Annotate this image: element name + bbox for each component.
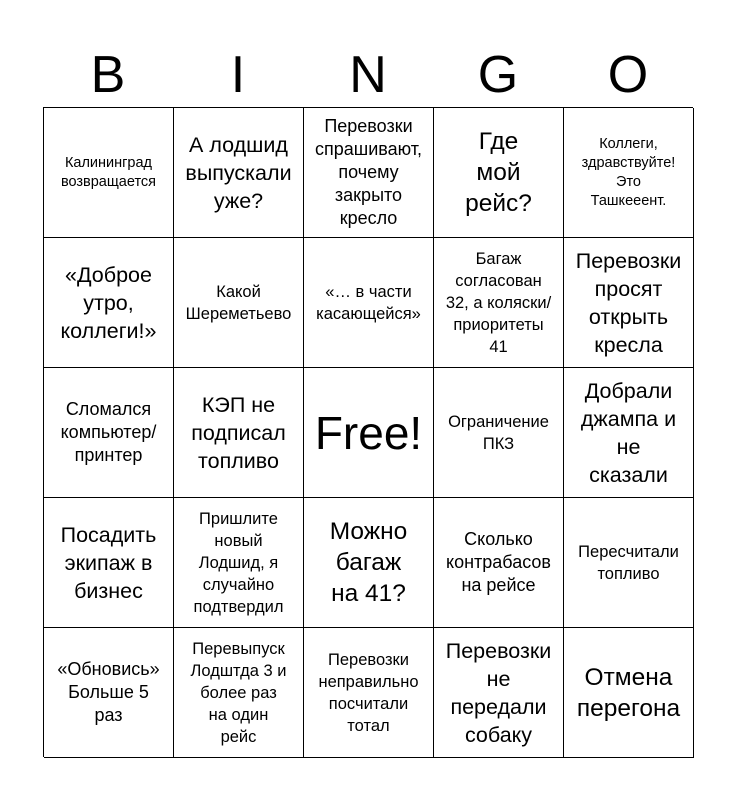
cell-text: Где мой рейс? [465, 128, 532, 217]
header-letter-g: G [477, 46, 519, 104]
header-letter-n: N [349, 46, 387, 104]
header-letter-b: B [90, 46, 126, 104]
cell-text: Добрали джампа и не сказали [580, 378, 677, 487]
cell-text: Сломался компьютер/ принтер [60, 399, 157, 465]
bingo-cell-r3-c5[interactable] [564, 368, 694, 498]
bingo-cell-r5-c5[interactable] [564, 628, 694, 758]
cell-text: А лодшид выпускали уже? [185, 132, 292, 213]
cell-text: Багаж согласован 32, а коляски/ приоритеты 41 [445, 249, 552, 356]
bingo-cell-r4-c1[interactable] [44, 498, 174, 628]
bingo-cell-r5-c2[interactable] [174, 628, 304, 758]
bingo-cell-r1-c4[interactable] [434, 108, 564, 238]
cell-text: Перевозки неправильно посчитали тотал [318, 650, 419, 735]
cell-text: Посадить экипаж в бизнес [60, 522, 157, 603]
cell-text: Какой Шереметьево [185, 282, 292, 323]
bingo-header [43, 44, 693, 106]
bingo-cell-r1-c2[interactable] [174, 108, 304, 238]
bingo-cell-r4-c4[interactable] [434, 498, 564, 628]
bingo-cell-r3-c4[interactable] [434, 368, 564, 498]
cell-text: Перевозки просят открыть кресла [575, 248, 682, 357]
bingo-cell-r4-c2[interactable] [174, 498, 304, 628]
bingo-grid [43, 107, 693, 757]
cell-text: Перевыпуск Лодштда 3 и более раз на один рейс [190, 639, 287, 746]
cell-text: Калининград возвращается [60, 154, 157, 190]
bingo-cell-r3-c2[interactable] [174, 368, 304, 498]
cell-text: Пришлите новый Лодшид, я случайно подтвердил [193, 509, 284, 616]
bingo-cell-r2-c1[interactable] [44, 238, 174, 368]
bingo-cell-r2-c4[interactable] [434, 238, 564, 368]
bingo-cell-r4-c5[interactable] [564, 498, 694, 628]
cell-text: Сколько контрабасов на рейсе [446, 529, 551, 595]
cell-text: Ограничение ПКЗ [448, 412, 549, 453]
cell-text: Перевозки не передали собаку [445, 638, 552, 747]
free-space-label: Free! [314, 406, 423, 459]
bingo-cell-r2-c3[interactable] [304, 238, 434, 368]
bingo-cell-r4-c3[interactable] [304, 498, 434, 628]
bingo-cell-r1-c3[interactable] [304, 108, 434, 238]
cell-text: Перевозки спрашивают, почему закрыто кресло [315, 116, 422, 228]
bingo-cell-r3-c1[interactable] [44, 368, 174, 498]
bingo-cell-r1-c5[interactable] [564, 108, 694, 238]
cell-text: Отмена перегона [576, 663, 681, 722]
cell-text: Пересчитали топливо [578, 542, 679, 583]
bingo-cell-r5-c1[interactable] [44, 628, 174, 758]
cell-text: Можно багаж на 41? [329, 518, 408, 607]
cell-text: «… в части касающейся» [316, 282, 421, 323]
cell-text: «Доброе утро, коллеги!» [60, 262, 157, 343]
bingo-free-cell[interactable] [304, 368, 434, 498]
cell-text: КЭП не подписал топливо [191, 392, 286, 473]
cell-text: Коллеги, здравствуйте! Это Ташкееент. [581, 135, 676, 209]
header-letter-i: I [230, 46, 246, 104]
bingo-cell-r5-c4[interactable] [434, 628, 564, 758]
bingo-cell-r5-c3[interactable] [304, 628, 434, 758]
header-letter-o: O [607, 46, 649, 104]
cell-text: «Обновись» Больше 5 раз [57, 659, 160, 725]
bingo-cell-r2-c2[interactable] [174, 238, 304, 368]
bingo-cell-r2-c5[interactable] [564, 238, 694, 368]
bingo-cell-r1-c1[interactable] [44, 108, 174, 238]
